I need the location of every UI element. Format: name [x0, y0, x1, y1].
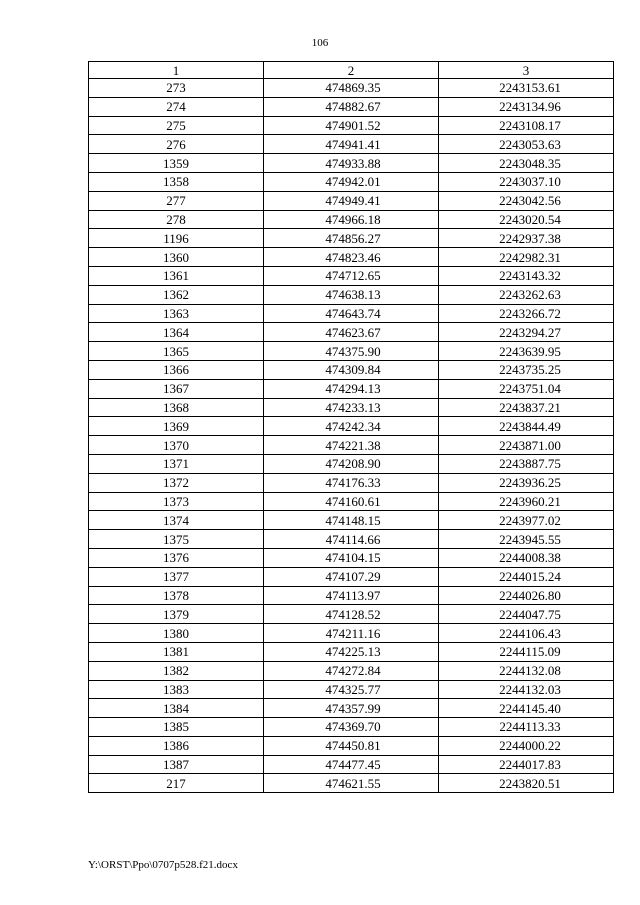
table-cell-col-2: 474128.52 [264, 605, 439, 624]
table-cell-col-2: 474325.77 [264, 680, 439, 699]
table-row [89, 304, 614, 323]
table-row [89, 79, 614, 98]
table-cell-col-3: 2244047.75 [439, 605, 614, 624]
table-cell-col-2: 474107.29 [264, 567, 439, 586]
table-cell-col-1: 1364 [89, 323, 264, 342]
table-cell-col-2: 474272.84 [264, 661, 439, 680]
table-cell-col-3: 2243887.75 [439, 454, 614, 473]
table-row [89, 417, 614, 436]
table-cell-col-2: 474176.33 [264, 473, 439, 492]
table-cell-col-3: 2243936.25 [439, 473, 614, 492]
table-cell-col-3: 2243735.25 [439, 360, 614, 379]
table-cell-col-2: 474233.13 [264, 398, 439, 417]
table-cell-col-2: 474623.67 [264, 323, 439, 342]
table-cell-col-1: 1363 [89, 304, 264, 323]
table-cell-col-3: 2243048.35 [439, 154, 614, 173]
table-row [89, 473, 614, 492]
table-cell-col-1: 1370 [89, 436, 264, 455]
table-cell-col-1: 1374 [89, 511, 264, 530]
table-cell-col-3: 2244015.24 [439, 567, 614, 586]
table-row [89, 191, 614, 210]
table-cell-col-1: 1382 [89, 661, 264, 680]
table-row [89, 210, 614, 229]
table-cell-col-1: 1373 [89, 492, 264, 511]
table-cell-col-2: 474450.81 [264, 736, 439, 755]
table-cell-col-3: 2242982.31 [439, 248, 614, 267]
table-cell-col-1: 217 [89, 774, 264, 793]
table-cell-col-1: 1359 [89, 154, 264, 173]
table-row [89, 736, 614, 755]
table-cell-col-1: 1379 [89, 605, 264, 624]
column-header-1: 1 [89, 62, 264, 79]
table-cell-col-1: 1371 [89, 454, 264, 473]
table-cell-col-1: 1361 [89, 266, 264, 285]
table-cell-col-3: 2243134.96 [439, 97, 614, 116]
table-cell-col-3: 2243020.54 [439, 210, 614, 229]
table-cell-col-2: 474941.41 [264, 135, 439, 154]
table-cell-col-3: 2244115.09 [439, 642, 614, 661]
table-cell-col-2: 474643.74 [264, 304, 439, 323]
table-cell-col-3: 2244017.83 [439, 755, 614, 774]
table-cell-col-1: 1375 [89, 530, 264, 549]
column-header-3: 3 [439, 62, 614, 79]
table-row [89, 567, 614, 586]
table-cell-col-3: 2244026.80 [439, 586, 614, 605]
table-row [89, 266, 614, 285]
table-row [89, 755, 614, 774]
table-cell-col-3: 2244113.33 [439, 718, 614, 737]
table-cell-col-2: 474294.13 [264, 379, 439, 398]
table-cell-col-3: 2243153.61 [439, 79, 614, 98]
table-row [89, 605, 614, 624]
table-row [89, 661, 614, 680]
table-cell-col-2: 474309.84 [264, 360, 439, 379]
table-cell-col-3: 2243844.49 [439, 417, 614, 436]
table-body [89, 79, 614, 793]
table-cell-col-2: 474638.13 [264, 285, 439, 304]
table-cell-col-2: 474966.18 [264, 210, 439, 229]
table-cell-col-3: 2244106.43 [439, 624, 614, 643]
table-cell-col-1: 1387 [89, 755, 264, 774]
table-row [89, 172, 614, 191]
coordinates-table [88, 61, 614, 793]
table-cell-col-1: 1384 [89, 699, 264, 718]
table-cell-col-2: 474823.46 [264, 248, 439, 267]
table-cell-col-2: 474160.61 [264, 492, 439, 511]
table-cell-col-2: 474225.13 [264, 642, 439, 661]
table-cell-col-3: 2244008.38 [439, 548, 614, 567]
table-cell-col-1: 1381 [89, 642, 264, 661]
table-cell-col-3: 2242937.38 [439, 229, 614, 248]
table-cell-col-2: 474949.41 [264, 191, 439, 210]
table-row [89, 342, 614, 361]
table-cell-col-2: 474882.67 [264, 97, 439, 116]
table-cell-col-2: 474856.27 [264, 229, 439, 248]
table-row [89, 699, 614, 718]
table-cell-col-3: 2243639.95 [439, 342, 614, 361]
table-cell-col-3: 2243871.00 [439, 436, 614, 455]
table-row [89, 680, 614, 699]
table-cell-col-2: 474113.97 [264, 586, 439, 605]
table-cell-col-1: 1378 [89, 586, 264, 605]
table-cell-col-1: 1385 [89, 718, 264, 737]
page-number: 106 [311, 37, 329, 49]
table-row [89, 436, 614, 455]
table-row [89, 454, 614, 473]
table-cell-col-1: 278 [89, 210, 264, 229]
table-cell-col-1: 1362 [89, 285, 264, 304]
table-cell-col-3: 2243945.55 [439, 530, 614, 549]
table-cell-col-2: 474869.35 [264, 79, 439, 98]
table-cell-col-3: 2243837.21 [439, 398, 614, 417]
table-cell-col-2: 474208.90 [264, 454, 439, 473]
table-cell-col-2: 474148.15 [264, 511, 439, 530]
table-cell-col-2: 474477.45 [264, 755, 439, 774]
footer-file-path: Y:\ORST\Ppo\0707p528.f21.docx [88, 859, 238, 871]
table-cell-col-3: 2243977.02 [439, 511, 614, 530]
table-cell-col-2: 474621.55 [264, 774, 439, 793]
table-cell-col-1: 1372 [89, 473, 264, 492]
table-row [89, 323, 614, 342]
table-cell-col-1: 1366 [89, 360, 264, 379]
table-cell-col-1: 1367 [89, 379, 264, 398]
table-cell-col-2: 474242.34 [264, 417, 439, 436]
table-cell-col-2: 474104.15 [264, 548, 439, 567]
table-cell-col-1: 1369 [89, 417, 264, 436]
column-header-2: 2 [264, 62, 439, 79]
table-cell-col-2: 474375.90 [264, 342, 439, 361]
table-cell-col-1: 275 [89, 116, 264, 135]
table-cell-col-1: 277 [89, 191, 264, 210]
table-row [89, 285, 614, 304]
table-cell-col-1: 1196 [89, 229, 264, 248]
table-row [89, 530, 614, 549]
table-row [89, 97, 614, 116]
table-cell-col-2: 474901.52 [264, 116, 439, 135]
table-row [89, 586, 614, 605]
table-cell-col-1: 274 [89, 97, 264, 116]
table-cell-col-3: 2244132.08 [439, 661, 614, 680]
table-header-row [89, 62, 614, 79]
table-row [89, 398, 614, 417]
table-cell-col-2: 474221.38 [264, 436, 439, 455]
table-cell-col-1: 1368 [89, 398, 264, 417]
table-cell-col-1: 1376 [89, 548, 264, 567]
table-cell-col-3: 2244145.40 [439, 699, 614, 718]
table-cell-col-1: 276 [89, 135, 264, 154]
table-cell-col-3: 2243053.63 [439, 135, 614, 154]
table-row [89, 360, 614, 379]
table-cell-col-2: 474114.66 [264, 530, 439, 549]
table-cell-col-3: 2243037.10 [439, 172, 614, 191]
table-row [89, 774, 614, 793]
table-cell-col-1: 1386 [89, 736, 264, 755]
table-cell-col-1: 1365 [89, 342, 264, 361]
table-row [89, 492, 614, 511]
table-cell-col-2: 474712.65 [264, 266, 439, 285]
table-cell-col-3: 2243266.72 [439, 304, 614, 323]
table-cell-col-1: 273 [89, 79, 264, 98]
table-cell-col-3: 2243042.56 [439, 191, 614, 210]
table-cell-col-1: 1358 [89, 172, 264, 191]
table-row [89, 229, 614, 248]
table-row [89, 248, 614, 267]
table-row [89, 379, 614, 398]
table-cell-col-3: 2244132.03 [439, 680, 614, 699]
table-row [89, 116, 614, 135]
table-row [89, 642, 614, 661]
table-cell-col-3: 2243143.32 [439, 266, 614, 285]
table-cell-col-2: 474211.16 [264, 624, 439, 643]
table-row [89, 154, 614, 173]
table-row [89, 548, 614, 567]
table-cell-col-2: 474357.99 [264, 699, 439, 718]
table-row [89, 511, 614, 530]
table-cell-col-2: 474933.88 [264, 154, 439, 173]
table-cell-col-1: 1380 [89, 624, 264, 643]
table-cell-col-3: 2243262.63 [439, 285, 614, 304]
table-cell-col-1: 1360 [89, 248, 264, 267]
table-cell-col-3: 2243820.51 [439, 774, 614, 793]
table-cell-col-2: 474369.70 [264, 718, 439, 737]
table-cell-col-3: 2243751.04 [439, 379, 614, 398]
table-row [89, 135, 614, 154]
table-cell-col-3: 2243108.17 [439, 116, 614, 135]
table-cell-col-3: 2244000.22 [439, 736, 614, 755]
table-cell-col-1: 1377 [89, 567, 264, 586]
table-cell-col-2: 474942.01 [264, 172, 439, 191]
table-cell-col-1: 1383 [89, 680, 264, 699]
table-row [89, 624, 614, 643]
table-cell-col-3: 2243960.21 [439, 492, 614, 511]
table-cell-col-3: 2243294.27 [439, 323, 614, 342]
table-row [89, 718, 614, 737]
